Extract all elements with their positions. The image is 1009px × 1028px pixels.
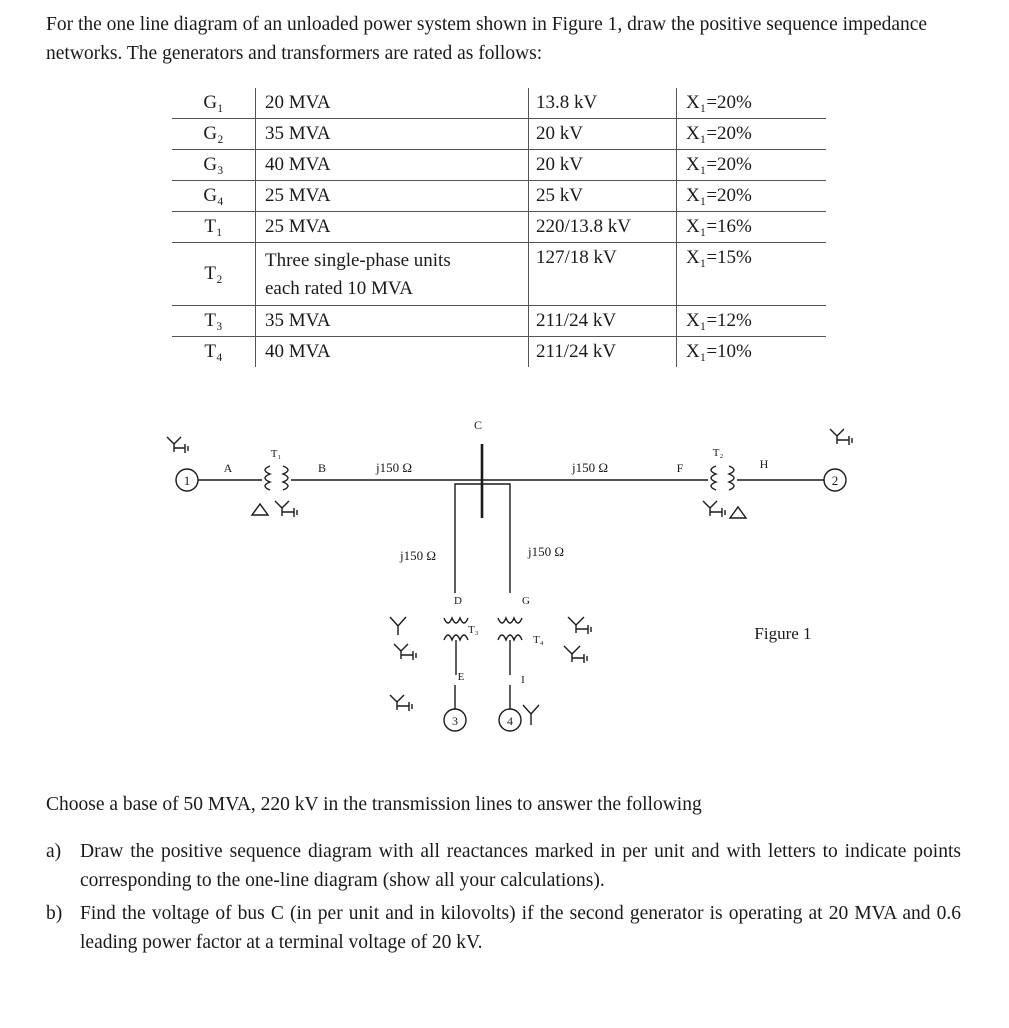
device-mva bbox=[256, 243, 529, 306]
device-reactance: X₁=20% bbox=[677, 119, 827, 150]
generator-4 bbox=[499, 709, 521, 731]
transformer-t3-icon bbox=[390, 617, 468, 711]
impedance-c-g: j150 Ω bbox=[527, 544, 565, 559]
device-mva-line1: Three single-phase units bbox=[265, 250, 451, 271]
ratings-table bbox=[172, 88, 826, 367]
bus-i-label: I bbox=[521, 674, 525, 686]
bus-c-label: C bbox=[473, 418, 483, 432]
device-id: T₄ bbox=[172, 337, 256, 368]
table-row bbox=[172, 243, 826, 306]
bus-h-label: H bbox=[759, 457, 769, 471]
question-b-text: Find the voltage of bus C (in per unit and in kilovolts) if the second generator is operating at 20 MVA and 0.6 leading power factor at a terminal voltage of 20 kV. bbox=[80, 903, 961, 953]
table-row bbox=[172, 150, 826, 181]
device-mva: 35 MVA bbox=[256, 306, 529, 337]
device-reactance: X₁=20% bbox=[677, 150, 827, 181]
line-bus-c-d bbox=[455, 484, 482, 593]
question-a-label: a) bbox=[46, 841, 62, 862]
device-kv: 25 kV bbox=[529, 181, 677, 212]
wye-grounded-icon bbox=[167, 437, 188, 453]
impedance-c-f: j150 Ω bbox=[571, 460, 609, 475]
device-mva: 25 MVA bbox=[256, 212, 529, 243]
one-line-diagram bbox=[0, 400, 1009, 740]
figure-label: Figure 1 bbox=[754, 624, 812, 643]
transformer-t2-icon bbox=[703, 466, 746, 518]
device-reactance: X₁=12% bbox=[677, 306, 827, 337]
generator-3 bbox=[444, 709, 466, 731]
t3-label: T₃ bbox=[468, 624, 479, 636]
device-mva: 25 MVA bbox=[256, 181, 529, 212]
device-kv: 127/18 kV bbox=[529, 243, 677, 306]
impedance-b-c: j150 Ω bbox=[375, 460, 413, 475]
device-mva: 35 MVA bbox=[256, 119, 529, 150]
bus-e-label: E bbox=[457, 671, 465, 683]
question-a bbox=[46, 837, 961, 895]
device-kv: 20 kV bbox=[529, 150, 677, 181]
device-reactance: X₁=20% bbox=[677, 88, 827, 119]
table-row bbox=[172, 181, 826, 212]
t1-label: T₁ bbox=[270, 448, 282, 460]
device-id: T₂ bbox=[172, 243, 256, 306]
device-id: G₁ bbox=[172, 88, 256, 119]
bus-a-label: A bbox=[223, 461, 233, 475]
question-section bbox=[46, 790, 961, 957]
problem-intro: For the one line diagram of an unloaded power system shown in Figure 1, draw the positive sequence impedance networks. The generators and transformers are rated as follows: bbox=[46, 14, 928, 64]
device-mva: 40 MVA bbox=[256, 337, 529, 368]
gen4-number: 4 bbox=[507, 714, 513, 728]
generator-2 bbox=[824, 469, 846, 491]
device-id: G₃ bbox=[172, 150, 256, 181]
device-mva: 20 MVA bbox=[256, 88, 529, 119]
table-row bbox=[172, 337, 826, 368]
device-reactance: X₁=15% bbox=[677, 243, 827, 306]
device-kv: 220/13.8 kV bbox=[529, 212, 677, 243]
device-reactance: X₁=20% bbox=[677, 181, 827, 212]
device-kv: 13.8 kV bbox=[529, 88, 677, 119]
t4-label: T₄ bbox=[533, 634, 544, 646]
question-b bbox=[46, 899, 961, 957]
device-mva-line2: each rated 10 MVA bbox=[265, 278, 413, 299]
device-reactance: X₁=10% bbox=[686, 341, 752, 362]
table-row bbox=[172, 306, 826, 337]
device-id: T₃ bbox=[172, 306, 256, 337]
bus-f-label: F bbox=[676, 461, 684, 475]
table-row bbox=[172, 119, 826, 150]
question-b-label: b) bbox=[46, 903, 63, 924]
device-kv: 211/24 kV bbox=[529, 306, 677, 337]
base-statement: Choose a base of 50 MVA, 220 kV in the transmission lines to answer the following bbox=[46, 794, 702, 815]
transformer-t1-icon bbox=[252, 466, 297, 517]
question-a-text: Draw the positive sequence diagram with all reactances marked in per unit and with letters to indicate points corresponding to the one-line diagram (show all your calculations). bbox=[80, 841, 961, 891]
gen1-number: 1 bbox=[183, 473, 191, 488]
line-bus-c-g bbox=[482, 484, 510, 593]
bus-g-label: G bbox=[522, 595, 530, 607]
generator-1 bbox=[176, 469, 198, 491]
bus-b-label: B bbox=[317, 461, 327, 475]
gen2-number: 2 bbox=[831, 473, 839, 488]
device-id: G₄ bbox=[172, 181, 256, 212]
t2-label: T₂ bbox=[712, 447, 724, 459]
device-mva: 40 MVA bbox=[256, 150, 529, 181]
bus-d-label: D bbox=[454, 595, 462, 607]
wye-grounded-icon bbox=[830, 429, 852, 445]
device-reactance: X₁=16% bbox=[677, 212, 827, 243]
device-id: G₂ bbox=[172, 119, 256, 150]
device-id: T₁ bbox=[172, 212, 256, 243]
device-kv: 211/24 kV bbox=[529, 337, 677, 368]
table-row bbox=[172, 212, 826, 243]
gen3-number: 3 bbox=[452, 714, 458, 728]
impedance-c-d: j150 Ω bbox=[399, 548, 437, 563]
device-kv: 20 kV bbox=[529, 119, 677, 150]
table-row bbox=[172, 88, 826, 119]
